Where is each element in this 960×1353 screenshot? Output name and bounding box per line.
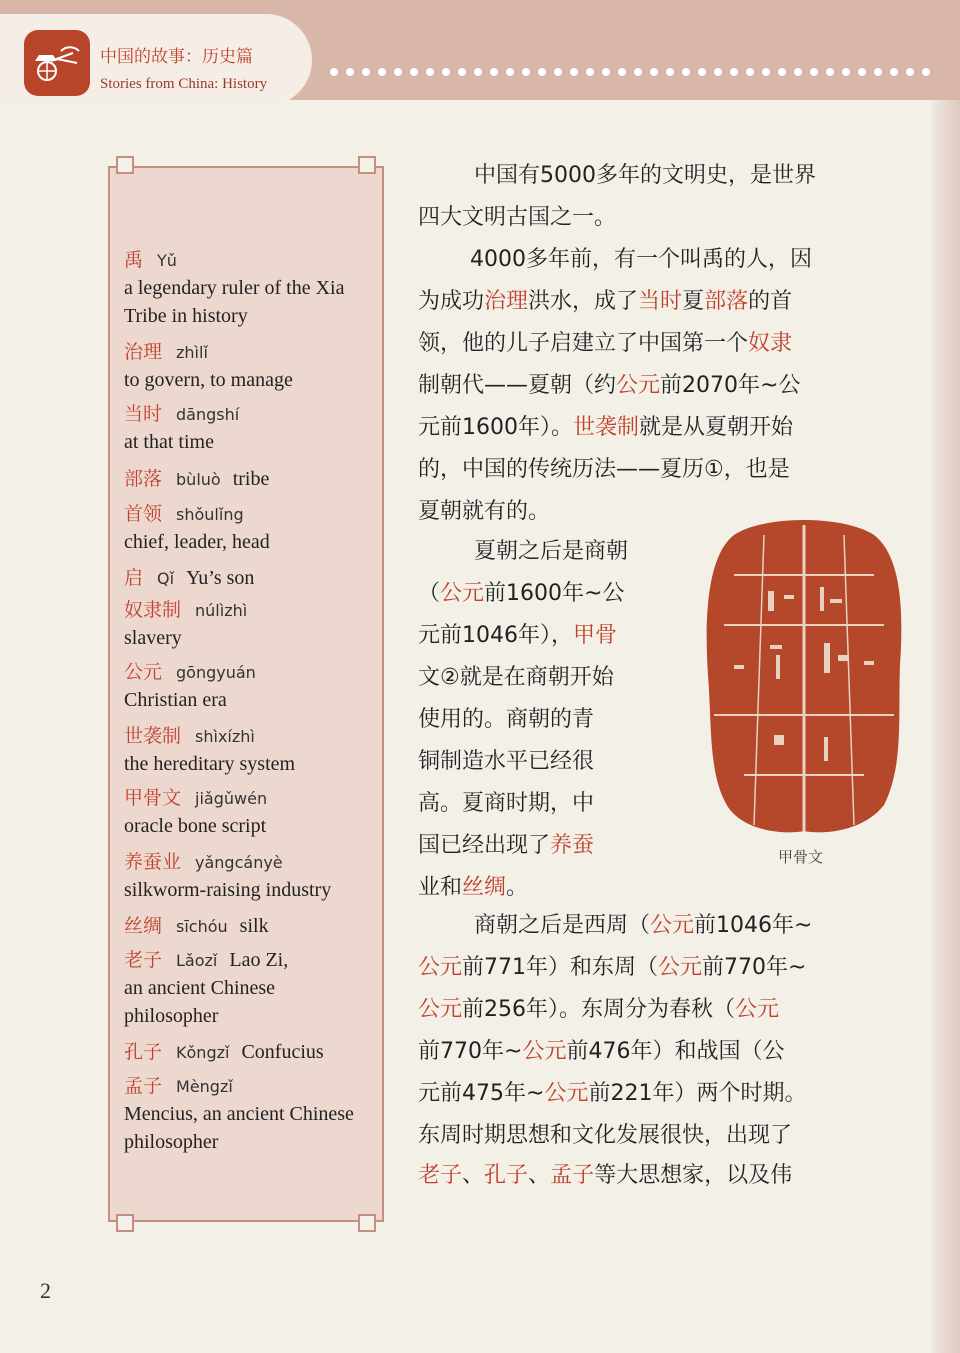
vocab-definition: slavery bbox=[124, 627, 182, 649]
text-line: 前770年~公元前476年）和战国（公 bbox=[418, 1039, 785, 1064]
chariot-logo-icon bbox=[24, 30, 90, 96]
page-edge bbox=[932, 0, 960, 1353]
text-line: 为成功治理洪水，成了当时夏部落的首 bbox=[418, 289, 793, 314]
text-line: 夏朝之后是商朝 bbox=[474, 539, 629, 564]
vocab-definition: philosopher bbox=[124, 1131, 219, 1153]
frame-corner bbox=[116, 1214, 134, 1232]
text-line: 的，中国的传统历法——夏历①，也是 bbox=[418, 457, 790, 482]
header-dot bbox=[906, 68, 914, 76]
vocab-entry: 世袭制 shìxízhì bbox=[124, 725, 255, 747]
text-line: 文②就是在商朝开始 bbox=[418, 665, 614, 690]
header-dot bbox=[842, 68, 850, 76]
text-line: 元前1046年），甲骨 bbox=[418, 623, 618, 648]
vocab-definition: chief, leader, head bbox=[124, 531, 270, 553]
header-dot bbox=[378, 68, 386, 76]
text-line: 元前475年~公元前221年）两个时期。 bbox=[418, 1081, 807, 1106]
vocab-definition: silkworm-raising industry bbox=[124, 879, 332, 901]
header-dot bbox=[778, 68, 786, 76]
text-line: 铜制造水平已经很 bbox=[418, 749, 595, 774]
header-dot bbox=[874, 68, 882, 76]
text-line: 领，他的儿子启建立了中国第一个奴隶 bbox=[418, 331, 793, 356]
header-dot bbox=[890, 68, 898, 76]
vocab-definition: philosopher bbox=[124, 1005, 219, 1027]
text-line: 夏朝就有的。 bbox=[418, 499, 551, 524]
vocabulary-sidebar bbox=[108, 166, 384, 1222]
header-dot bbox=[698, 68, 706, 76]
header-dot bbox=[730, 68, 738, 76]
header-dot bbox=[506, 68, 514, 76]
header-dot bbox=[922, 68, 930, 76]
text-line: 老子、孔子、孟子等大思想家，以及伟 bbox=[418, 1163, 793, 1188]
frame-corner bbox=[116, 156, 134, 174]
vocab-definition: Mencius, an ancient Chinese bbox=[124, 1103, 354, 1125]
text-line: 使用的。商朝的青 bbox=[418, 707, 595, 732]
text-line: 商朝之后是西周（公元前1046年~ bbox=[474, 913, 813, 938]
vocab-definition: the hereditary system bbox=[124, 753, 296, 775]
header-dot bbox=[682, 68, 690, 76]
text-line: 元前1600年）。世袭制就是从夏朝开始 bbox=[418, 415, 794, 440]
vocab-entry: 奴隶制 núlìzhì bbox=[124, 599, 248, 621]
header-dot bbox=[746, 68, 754, 76]
text-line: 东周时期思想和文化发展很快，出现了 bbox=[418, 1123, 793, 1148]
text-line: 四大文明古国之一。 bbox=[418, 205, 617, 230]
header-dot bbox=[794, 68, 802, 76]
header-dot bbox=[554, 68, 562, 76]
book-title-chinese: 中国的故事：历史篇 bbox=[100, 47, 253, 67]
text-line: 高。夏商时期，中 bbox=[418, 791, 595, 816]
page-number: 2 bbox=[40, 1278, 51, 1303]
vocab-entry: 启 Qǐ Yu’s son bbox=[124, 567, 255, 589]
vocab-definition: an ancient Chinese bbox=[124, 977, 276, 999]
vocab-definition: Christian era bbox=[124, 689, 227, 711]
text-line: 国已经出现了养蚕 bbox=[418, 833, 595, 858]
header-dot-row bbox=[330, 68, 940, 78]
vocab-entry: 禹 Yǔ bbox=[124, 249, 177, 271]
header-dot bbox=[426, 68, 434, 76]
header-dot bbox=[570, 68, 578, 76]
header-dot bbox=[666, 68, 674, 76]
header-dot bbox=[490, 68, 498, 76]
text-line: 业和丝绸。 bbox=[418, 875, 529, 900]
image-caption: 甲骨文 bbox=[778, 848, 824, 866]
vocab-entry: 养蚕业 yǎngcányè bbox=[124, 851, 283, 873]
vocab-definition: Tribe in history bbox=[124, 305, 248, 327]
header-dot bbox=[522, 68, 530, 76]
vocab-entry: 丝绸 sīchóu silk bbox=[124, 915, 269, 937]
vocab-entry: 首领 shǒulǐng bbox=[124, 503, 244, 525]
header-dot bbox=[858, 68, 866, 76]
oracle-bone-image bbox=[704, 515, 904, 837]
header-dot bbox=[714, 68, 722, 76]
vocab-entry: 当时 dāngshí bbox=[124, 403, 240, 425]
vocab-entry: 公元 gōngyuán bbox=[124, 661, 256, 683]
header-dot bbox=[474, 68, 482, 76]
frame-corner bbox=[358, 156, 376, 174]
header-dot bbox=[458, 68, 466, 76]
text-line: 中国有5000多年的文明史，是世界 bbox=[474, 163, 816, 188]
vocab-entry: 老子 Lǎozǐ Lao Zi, bbox=[124, 949, 289, 971]
header-dot bbox=[346, 68, 354, 76]
vocab-definition: a legendary ruler of the Xia bbox=[124, 277, 345, 299]
header-dot bbox=[586, 68, 594, 76]
header-dot bbox=[826, 68, 834, 76]
vocab-definition: to govern, to manage bbox=[124, 369, 293, 391]
header-dot bbox=[538, 68, 546, 76]
header-dot bbox=[410, 68, 418, 76]
vocab-entry: 治理 zhìlǐ bbox=[124, 341, 208, 363]
header-dot bbox=[330, 68, 338, 76]
text-line: 公元前256年）。东周分为春秋（公元 bbox=[418, 997, 780, 1022]
text-line: 4000多年前，有一个叫禹的人，因 bbox=[470, 247, 812, 272]
header-dot bbox=[634, 68, 642, 76]
vocab-entry: 部落 bùluò tribe bbox=[124, 468, 270, 490]
frame-corner bbox=[358, 1214, 376, 1232]
vocab-definition: oracle bone script bbox=[124, 815, 267, 837]
vocab-definition: at that time bbox=[124, 431, 214, 453]
header-dot bbox=[362, 68, 370, 76]
chariot-icon bbox=[31, 43, 83, 83]
text-line: 公元前771年）和东周（公元前770年~ bbox=[418, 955, 807, 980]
header-dot bbox=[442, 68, 450, 76]
header-dot bbox=[618, 68, 626, 76]
vocab-entry: 甲骨文 jiǎgǔwén bbox=[124, 787, 268, 809]
text-line: 制朝代——夏朝（约公元前2070年~公 bbox=[418, 373, 801, 398]
text-line: （公元前1600年~公 bbox=[418, 581, 625, 606]
vocab-entry: 孟子 Mèngzǐ bbox=[124, 1075, 233, 1097]
vocab-entry: 孔子 Kǒngzǐ Confucius bbox=[124, 1041, 324, 1063]
header-dot bbox=[394, 68, 402, 76]
book-title-english: Stories from China: History bbox=[100, 76, 268, 92]
header-dot bbox=[810, 68, 818, 76]
header-dot bbox=[762, 68, 770, 76]
header-dot bbox=[602, 68, 610, 76]
header-dot bbox=[650, 68, 658, 76]
